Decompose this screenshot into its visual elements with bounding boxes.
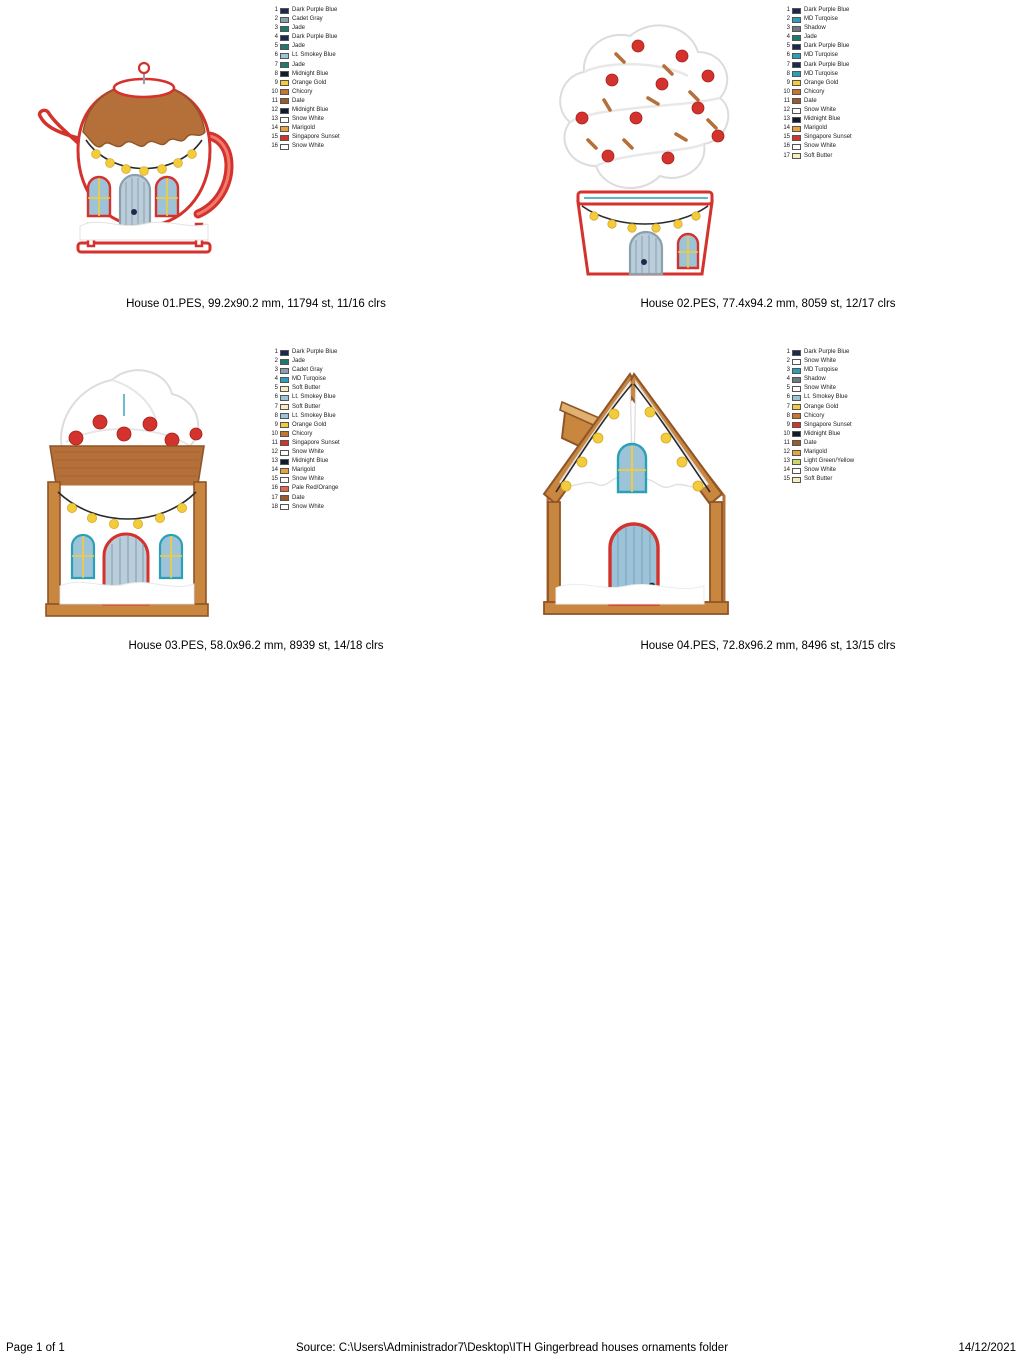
legend-color-swatch [792, 53, 801, 59]
legend-color-name: Jade [292, 358, 306, 365]
legend-color-swatch [280, 386, 289, 392]
legend-color-name: Snow White [292, 449, 325, 456]
legend-index: 8 [274, 412, 278, 419]
legend-row [776, 88, 926, 97]
legend-color-name: Orange Gold [804, 403, 839, 410]
legend-color-name: Soft Butter [292, 403, 321, 410]
legend-row [776, 475, 926, 484]
legend-index: 9 [274, 79, 278, 86]
legend-color-name: Jade [804, 34, 818, 41]
legend-color-name: MD Turqoise [804, 367, 839, 374]
legend-color-swatch [792, 153, 801, 159]
legend-index: 6 [274, 394, 278, 401]
legend-color-name: Shadow [804, 376, 826, 383]
legend-index: 13 [783, 458, 790, 465]
legend-index: 6 [786, 394, 790, 401]
legend-index: 12 [783, 107, 790, 114]
legend-color-name: Marigold [292, 467, 316, 474]
legend-index: 14 [271, 125, 278, 132]
legend-index: 15 [783, 134, 790, 141]
legend-color-swatch [792, 144, 801, 150]
legend-index: 2 [786, 358, 790, 365]
legend-color-swatch [792, 359, 801, 365]
legend-row [264, 384, 414, 393]
legend-index: 14 [783, 467, 790, 474]
legend-color-name: Midnight Blue [804, 116, 841, 123]
legend-index: 17 [271, 494, 278, 501]
legend-color-name: Lt. Smokey Blue [292, 394, 336, 401]
legend-row [776, 97, 926, 106]
color-legend-3 [264, 348, 414, 512]
legend-color-swatch [792, 80, 801, 86]
legend-color-swatch [792, 135, 801, 141]
legend-color-swatch [280, 53, 289, 59]
legend-row [776, 384, 926, 393]
legend-index: 12 [783, 449, 790, 456]
legend-color-name: MD Turqoise [292, 376, 327, 383]
legend-row [776, 152, 926, 161]
legend-index: 10 [783, 430, 790, 437]
legend-index: 18 [271, 503, 278, 510]
legend-color-swatch [792, 459, 801, 465]
legend-color-swatch [792, 108, 801, 114]
legend-color-name: Cadet Gray [292, 16, 323, 23]
legend-color-name: Jade [292, 25, 306, 32]
legend-index: 2 [274, 16, 278, 23]
legend-row [264, 70, 414, 79]
legend-row [264, 403, 414, 412]
teapot-house-illustration [0, 0, 258, 295]
legend-color-swatch [792, 395, 801, 401]
legend-index: 11 [783, 439, 790, 446]
legend-row [776, 393, 926, 402]
legend-color-name: Snow White [804, 467, 837, 474]
legend-color-swatch [280, 459, 289, 465]
legend-color-swatch [792, 450, 801, 456]
design-preview-4 [512, 342, 770, 637]
legend-row [776, 412, 926, 421]
legend-row [776, 348, 926, 357]
legend-color-name: Chicory [804, 88, 825, 95]
legend-row [264, 6, 414, 15]
legend-row [776, 70, 926, 79]
legend-index: 5 [786, 43, 790, 50]
legend-color-swatch [280, 62, 289, 68]
legend-color-name: Chicory [292, 430, 313, 437]
legend-row [776, 439, 926, 448]
legend-color-swatch [792, 350, 801, 356]
legend-color-name: Dark Purple Blue [804, 7, 850, 13]
legend-row [264, 366, 414, 375]
legend-index: 2 [274, 358, 278, 365]
legend-color-swatch [280, 486, 289, 492]
legend-color-name: Orange Gold [804, 79, 839, 86]
legend-color-swatch [280, 422, 289, 428]
legend-index: 1 [786, 349, 790, 355]
legend-row [264, 421, 414, 430]
legend-color-name: Jade [292, 61, 306, 68]
source-path: Source: C:\Users\Administrador7\Desktop\ITH Gingerbread houses ornaments folder [295, 1342, 729, 1354]
legend-row [264, 97, 414, 106]
legend-row [776, 142, 926, 151]
legend-index: 8 [786, 412, 790, 419]
legend-index: 3 [786, 367, 790, 374]
legend-index: 3 [274, 367, 278, 374]
legend-index: 7 [274, 403, 278, 410]
legend-index: 4 [274, 34, 278, 41]
legend-color-swatch [792, 126, 801, 132]
legend-index: 12 [271, 107, 278, 114]
legend-color-swatch [792, 440, 801, 446]
legend-index: 6 [274, 52, 278, 59]
legend-color-swatch [792, 431, 801, 437]
legend-color-swatch [792, 89, 801, 95]
legend-color-name: Snow White [804, 107, 837, 114]
legend-row [776, 51, 926, 60]
legend-row [264, 15, 414, 24]
legend-color-swatch [280, 89, 289, 95]
legend-index: 13 [783, 116, 790, 123]
legend-row [264, 348, 414, 357]
legend-index: 1 [786, 7, 790, 13]
legend-row [264, 88, 414, 97]
legend-row [776, 106, 926, 115]
legend-color-swatch [792, 117, 801, 123]
legend-index: 2 [786, 16, 790, 23]
legend-color-swatch [280, 44, 289, 50]
legend-index: 9 [786, 79, 790, 86]
legend-color-swatch [280, 404, 289, 410]
legend-row [264, 466, 414, 475]
legend-index: 7 [274, 61, 278, 68]
legend-color-name: Date [292, 97, 305, 104]
legend-row [776, 33, 926, 42]
legend-row [264, 133, 414, 142]
cupcake-house-illustration [512, 0, 770, 295]
legend-row [776, 124, 926, 133]
legend-color-name: Snow White [292, 476, 325, 483]
legend-color-swatch [280, 504, 289, 510]
legend-row [264, 448, 414, 457]
legend-color-name: Dark Purple Blue [804, 349, 850, 355]
legend-color-name: Snow White [804, 143, 837, 150]
design-cell-3 [0, 342, 512, 677]
legend-index: 11 [271, 439, 278, 446]
legend-color-name: Lt. Smokey Blue [292, 412, 336, 419]
design-caption-3: House 03.PES, 58.0x96.2 mm, 8939 st, 14/18 clrs [128, 640, 384, 652]
legend-row [264, 33, 414, 42]
legend-row [776, 366, 926, 375]
legend-index: 1 [274, 349, 278, 355]
legend-color-name: Marigold [292, 125, 316, 132]
legend-index: 15 [271, 476, 278, 483]
legend-color-name: Singapore Sunset [292, 134, 340, 141]
legend-row [264, 115, 414, 124]
legend-row [264, 357, 414, 366]
legend-color-swatch [792, 26, 801, 32]
legend-color-name: Midnight Blue [804, 430, 841, 437]
legend-color-swatch [280, 108, 289, 114]
legend-color-name: Marigold [804, 125, 828, 132]
legend-index: 5 [274, 385, 278, 392]
legend-index: 16 [271, 485, 278, 492]
legend-color-swatch [280, 359, 289, 365]
legend-row [776, 421, 926, 430]
legend-color-name: Dark Purple Blue [804, 61, 850, 68]
legend-color-swatch [792, 404, 801, 410]
design-caption-1: House 01.PES, 99.2x90.2 mm, 11794 st, 11/16 clrs [126, 298, 386, 310]
legend-index: 14 [783, 125, 790, 132]
legend-color-name: Chicory [804, 412, 825, 419]
legend-color-name: Cadet Gray [292, 367, 323, 374]
design-preview-1 [0, 0, 258, 295]
legend-index: 17 [783, 152, 790, 159]
color-legend-2 [776, 6, 926, 161]
legend-color-name: Shadow [804, 25, 826, 32]
legend-color-name: Date [804, 97, 817, 104]
legend-index: 1 [274, 7, 278, 13]
legend-index: 8 [786, 70, 790, 77]
legend-color-swatch [792, 71, 801, 77]
legend-color-name: Singapore Sunset [292, 439, 340, 446]
legend-color-swatch [280, 377, 289, 383]
design-preview-3 [0, 342, 258, 637]
legend-row [776, 357, 926, 366]
design-cell-2 [512, 0, 1024, 335]
design-caption-2: House 02.PES, 77.4x94.2 mm, 8059 st, 12/17 clrs [640, 298, 896, 310]
legend-color-swatch [280, 80, 289, 86]
legend-index: 13 [271, 116, 278, 123]
legend-color-swatch [792, 368, 801, 374]
legend-row [264, 375, 414, 384]
legend-index: 11 [271, 97, 278, 104]
legend-color-name: Light Green/Yellow [804, 458, 855, 465]
legend-color-name: Pale Red/Orange [292, 485, 339, 492]
legend-color-swatch [792, 17, 801, 23]
legend-color-name: Lt. Smokey Blue [292, 52, 336, 59]
legend-row [264, 42, 414, 51]
legend-color-swatch [280, 477, 289, 483]
legend-row [776, 42, 926, 51]
legend-color-swatch [792, 8, 801, 14]
tall-cupcake-house-illustration [0, 342, 258, 637]
legend-color-name: Lt. Smokey Blue [804, 394, 848, 401]
legend-color-name: Midnight Blue [292, 70, 329, 77]
legend-index: 4 [786, 376, 790, 383]
legend-index: 10 [783, 88, 790, 95]
legend-index: 5 [786, 385, 790, 392]
legend-color-name: Snow White [292, 143, 325, 150]
legend-index: 5 [274, 43, 278, 50]
legend-index: 10 [271, 430, 278, 437]
legend-color-swatch [280, 431, 289, 437]
legend-color-name: Midnight Blue [292, 107, 329, 114]
legend-index: 6 [786, 52, 790, 59]
legend-color-swatch [792, 422, 801, 428]
legend-color-swatch [792, 386, 801, 392]
legend-index: 13 [271, 458, 278, 465]
legend-color-name: Snow White [292, 503, 325, 510]
legend-row [264, 430, 414, 439]
legend-index: 16 [783, 143, 790, 150]
legend-row [264, 106, 414, 115]
legend-index: 14 [271, 467, 278, 474]
legend-index: 16 [271, 143, 278, 150]
legend-row [776, 61, 926, 70]
legend-color-swatch [792, 413, 801, 419]
legend-color-name: Dark Purple Blue [804, 43, 850, 50]
legend-color-name: Soft Butter [804, 152, 833, 159]
legend-row [776, 24, 926, 33]
legend-row [264, 51, 414, 60]
legend-index: 4 [274, 376, 278, 383]
legend-color-swatch [280, 117, 289, 123]
legend-color-swatch [280, 98, 289, 104]
chimney-house-illustration [512, 342, 770, 637]
legend-row [264, 494, 414, 503]
legend-color-swatch [792, 98, 801, 104]
legend-color-name: Marigold [804, 449, 828, 456]
legend-color-name: Orange Gold [292, 421, 327, 428]
legend-color-name: Snow White [804, 385, 837, 392]
legend-color-swatch [280, 71, 289, 77]
legend-color-name: Orange Gold [292, 79, 327, 86]
legend-row [264, 457, 414, 466]
legend-row [264, 79, 414, 88]
legend-row [776, 403, 926, 412]
legend-color-swatch [280, 368, 289, 374]
legend-row [264, 61, 414, 70]
legend-color-swatch [280, 35, 289, 41]
design-preview-2 [512, 0, 770, 295]
legend-row [776, 6, 926, 15]
color-legend-1 [264, 6, 414, 152]
legend-row [264, 142, 414, 151]
legend-row [776, 115, 926, 124]
legend-color-swatch [280, 17, 289, 23]
legend-row [264, 484, 414, 493]
legend-row [776, 457, 926, 466]
legend-color-name: Dark Purple Blue [292, 349, 338, 355]
legend-color-swatch [280, 395, 289, 401]
legend-color-name: MD Turqoise [804, 16, 839, 23]
legend-color-swatch [280, 135, 289, 141]
legend-color-swatch [280, 440, 289, 446]
legend-index: 4 [786, 34, 790, 41]
legend-color-swatch [792, 468, 801, 474]
legend-color-name: Midnight Blue [292, 458, 329, 465]
legend-row [264, 393, 414, 402]
legend-color-name: Snow White [804, 358, 837, 365]
legend-color-name: Soft Butter [292, 385, 321, 392]
legend-color-name: MD Turqoise [804, 52, 839, 59]
legend-row [776, 15, 926, 24]
legend-color-name: Snow White [292, 116, 325, 123]
legend-color-name: Dark Purple Blue [292, 7, 338, 13]
legend-row [264, 475, 414, 484]
legend-color-swatch [792, 35, 801, 41]
legend-color-swatch [280, 468, 289, 474]
legend-index: 15 [783, 476, 790, 483]
design-cell-4 [512, 342, 1024, 677]
page-number: Page 1 of 1 [6, 1342, 65, 1354]
legend-row [776, 448, 926, 457]
legend-color-swatch [792, 377, 801, 383]
legend-color-name: Dark Purple Blue [292, 34, 338, 41]
legend-color-swatch [792, 477, 801, 483]
legend-row [776, 375, 926, 384]
legend-color-swatch [280, 413, 289, 419]
legend-index: 8 [274, 70, 278, 77]
legend-color-name: Date [292, 494, 305, 501]
legend-color-swatch [280, 8, 289, 14]
legend-index: 9 [274, 421, 278, 428]
legend-color-name: Chicory [292, 88, 313, 95]
legend-color-swatch [280, 350, 289, 356]
legend-color-name: Soft Butter [804, 476, 833, 483]
legend-color-swatch [280, 144, 289, 150]
legend-index: 7 [786, 403, 790, 410]
legend-index: 7 [786, 61, 790, 68]
legend-index: 11 [783, 97, 790, 104]
legend-row [264, 412, 414, 421]
legend-color-swatch [280, 450, 289, 456]
legend-index: 10 [271, 88, 278, 95]
color-legend-4 [776, 348, 926, 484]
legend-row [776, 466, 926, 475]
legend-row [264, 24, 414, 33]
legend-index: 3 [786, 25, 790, 32]
legend-color-swatch [792, 44, 801, 50]
legend-color-name: Jade [292, 43, 306, 50]
design-cell-1 [0, 0, 512, 335]
legend-index: 3 [274, 25, 278, 32]
legend-color-swatch [792, 62, 801, 68]
legend-row [776, 79, 926, 88]
legend-color-swatch [280, 126, 289, 132]
legend-row [264, 124, 414, 133]
legend-color-swatch [280, 26, 289, 32]
print-date: 14/12/2021 [958, 1342, 1016, 1354]
legend-color-swatch [280, 495, 289, 501]
legend-row [264, 439, 414, 448]
legend-row [264, 503, 414, 512]
legend-index: 9 [786, 421, 790, 428]
legend-color-name: MD Turqoise [804, 70, 839, 77]
legend-index: 15 [271, 134, 278, 141]
legend-row [776, 430, 926, 439]
legend-color-name: Singapore Sunset [804, 421, 852, 428]
legend-index: 12 [271, 449, 278, 456]
legend-color-name: Singapore Sunset [804, 134, 852, 141]
design-caption-4: House 04.PES, 72.8x96.2 mm, 8496 st, 13/15 clrs [640, 640, 896, 652]
legend-color-name: Date [804, 439, 817, 446]
page-footer [0, 1342, 1024, 1358]
legend-row [776, 133, 926, 142]
